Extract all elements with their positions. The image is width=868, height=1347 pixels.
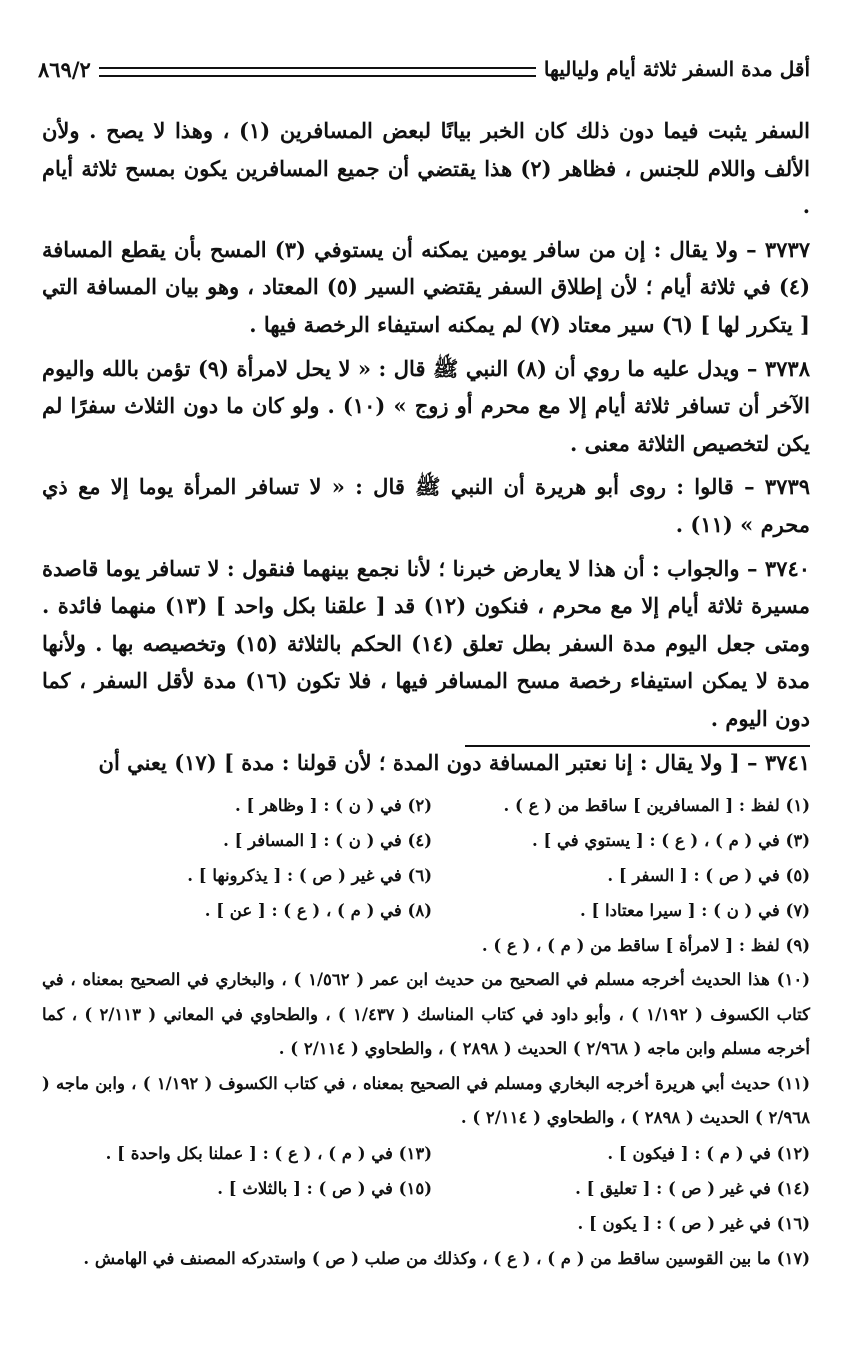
paragraph-3738	[42, 350, 810, 463]
footnote-13: (١٣) في ( م ) ، ( ع ) : [ عملنا بكل واحدة ] .	[105, 1143, 432, 1163]
footnote-4: (٤) في ( ن ) : [ المسافر ] .	[223, 831, 432, 850]
paragraph-number: ٣٧٣٩	[764, 474, 811, 500]
paragraph-number: ٣٧٤١	[764, 749, 810, 775]
footnote-1: (١) لفظ : [ المسافرين ] ساقط من ( ع ) .	[503, 796, 810, 815]
footnote-16: (١٦) في غير ( ص ) : [ يكون ] .	[577, 1213, 810, 1233]
footnote-12: (١٢) في ( م ) : [ فيكون ] .	[607, 1143, 810, 1163]
footnote-2: (٢) في ( ن ) : [ وظاهر ] .	[235, 796, 432, 815]
page-header	[38, 52, 810, 86]
paragraph-text: – ولا يقال : إن من سافر يومين يمكنه أن يستوفي (٣) المسح بأن يقطع المسافة (٤) في ثلاثة أيام ؛ لأن إطلاق السفر يقتضي السير (٥) المعتاد ، وهو بيان المسافة التي [ يتكرر لها ] (٦) سير معتاد (٧) لم يمكنه استيفاء الرخصة فيها .	[42, 236, 810, 337]
footnote-10: (١٠) هذا الحديث أخرجه مسلم في الصحيح من حديث ابن عمر ( ١/٥٦٢ ) ، والبخاري في الصحيح بمعناه ، في كتاب الكسوف ( ١/١٩٢ ) ، وأبو داود في كتاب المناسك ( ١/٤٣٧ ) ، والطحاوي في المعاني ( ٢/١١٣ ) ، كما أخرجه مسلم وابن ماجه ( ٢/٩٦٨ ) الحديث ( ٢٨٩٨ ) ، والطحاوي ( ٢/١١٤ ) .	[42, 970, 811, 1058]
footnote-11: (١١) حديث أبي هريرة أخرجه البخاري ومسلم في الصحيح بمعناه ، في كتاب الكسوف ( ١/١٩٢ ) ، وابن ماجه ( ٢/٩٦٨ ) الحديث ( ٢٨٩٨ ) ، والطحاوي ( ٢/١١٤ ) .	[42, 1073, 810, 1127]
footnote-8: (٨) في ( م ) ، ( ع ) : [ عن ] .	[204, 901, 432, 920]
footnote-6: (٦) في غير ( ص ) : [ يذكرونها ] .	[187, 866, 432, 885]
paragraph-text: – والجواب : أن هذا لا يعارض خبرنا ؛ لأنا نجمع بينهما فنقول : لا تسافر يوما قاصدة مسيرة ثلاثة أيام إلا مع محرم ، فنكون (١٢) قد [ علقنا بكل واحد ] (١٣) منهما فائدة . ومتى جعل اليوم مدة السفر بطل تعلق (١٤) الحكم بالثلاثة (١٥) وتخصيصه بها . ولأنها مدة لا يمكن استيفاء رخصة مسح المسافر فيها ، فلا تكون (١٦) مدة لأقل السفر ، كما دون اليوم .	[42, 555, 811, 731]
footnote-row	[42, 823, 810, 858]
paragraph-text: – [ ولا يقال : إنا نعتبر المسافة دون المدة ؛ لأن قولنا : مدة ] (١٧) يعني أن	[98, 749, 758, 775]
footnote-5: (٥) في ( ص ) : [ السفر ] .	[607, 866, 810, 885]
footnote-7: (٧) في ( ن ) : [ سيرا معتادا ] .	[580, 901, 810, 920]
footnote-row	[42, 1241, 810, 1276]
footnote-row	[42, 893, 810, 928]
footnote-14: (١٤) في غير ( ص ) : [ تعليق ] .	[575, 1178, 810, 1198]
footnote-row	[42, 858, 810, 893]
footnote-row	[42, 788, 810, 823]
footnote-17: (١٧) ما بين القوسين ساقط من ( م ) ، ( ع ) ، وكذلك من صلب ( ص ) واستدركه المصنف في الهامش .	[83, 1248, 810, 1268]
paragraph-text: – قالوا : روى أبو هريرة أن النبي ﷺ قال : « لا تسافر المرأة يوما إلا مع ذي محرم » (١١) .	[42, 474, 810, 537]
footnote-row	[42, 928, 810, 963]
paragraph-3739	[42, 468, 810, 543]
page-number: ٨٦٩/٢	[38, 56, 91, 82]
footnote-separator	[465, 745, 810, 747]
paragraph-3741	[42, 744, 810, 782]
main-text	[42, 112, 810, 787]
header-rule	[99, 67, 536, 77]
paragraph-3737	[42, 231, 810, 344]
footnote-row	[42, 1136, 810, 1171]
footnote-row	[42, 1206, 810, 1241]
paragraph-number: ٣٧٤٠	[764, 555, 811, 581]
paragraph-number: ٣٧٣٨	[764, 355, 810, 381]
paragraph-number: ٣٧٣٧	[764, 236, 811, 262]
paragraph-text: – ويدل عليه ما روي أن (٨) النبي ﷺ قال : « لا يحل لامرأة (٩) تؤمن بالله واليوم الآخر أن تسافر ثلاثة أيام إلا مع محرم أو زوج » (١٠) . ولو كان ما دون الثلاث سفرًا لم يكن لتخصيص الثلاثة معنى .	[42, 355, 810, 456]
footnote-3: (٣) في ( م ) ، ( ع ) : [ يستوي في ] .	[532, 831, 810, 850]
footnote-9: (٩) لفظ : [ لامرأة ] ساقط من ( م ) ، ( ع ) .	[481, 936, 810, 955]
footnote-15: (١٥) في ( ص ) : [ بالثلاث ] .	[217, 1178, 432, 1198]
paragraph-intro	[42, 112, 810, 225]
footnote-row	[42, 1171, 810, 1206]
paragraph-text: السفر يثبت فيما دون ذلك كان الخبر بيانًا لبعض المسافرين (١) ، وهذا لا يصح . ولأن الألف واللام للجنس ، فظاهر (٢) هذا يقتضي أن جميع المسافرين يكون بمسح ثلاثة أيام .	[42, 118, 810, 219]
footnotes	[42, 788, 810, 1276]
running-title: أقل مدة السفر ثلاثة أيام ولياليها	[543, 57, 810, 81]
paragraph-3740	[42, 550, 810, 738]
